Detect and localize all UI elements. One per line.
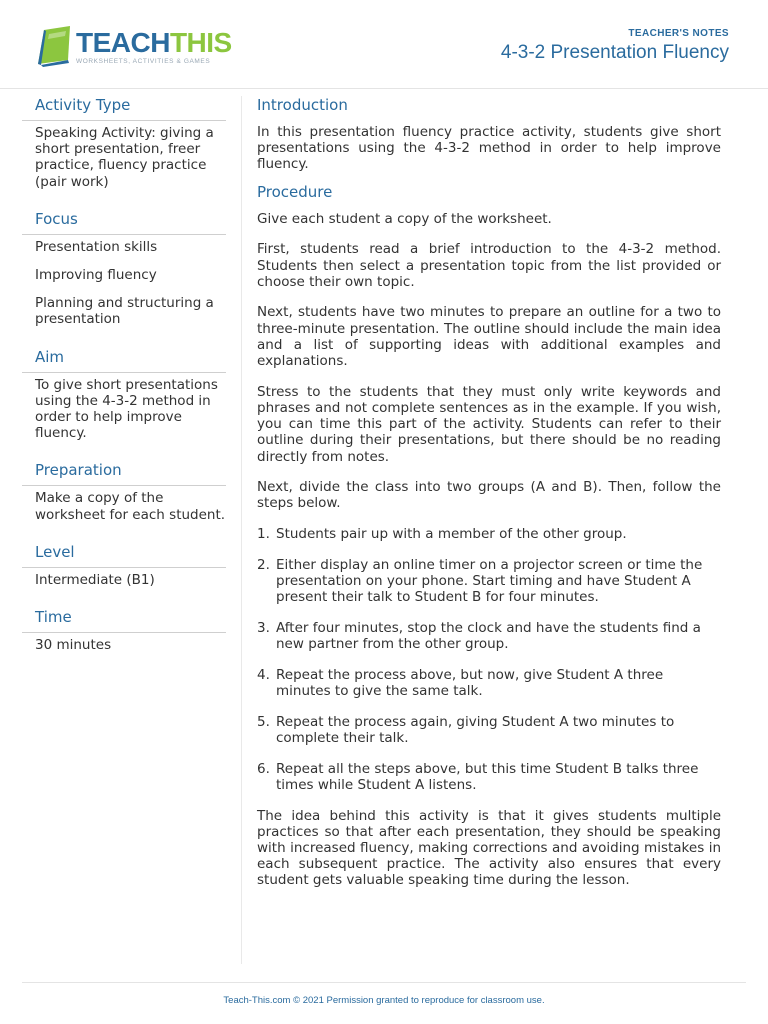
step-number: 6. xyxy=(257,760,270,777)
step-item xyxy=(257,557,721,606)
teachers-notes-label: TEACHER'S NOTES xyxy=(628,28,729,39)
step-item xyxy=(257,620,721,652)
step-item xyxy=(257,714,721,746)
teach-this-logo xyxy=(36,24,236,70)
step-text: Repeat the process again, giving Student A two minutes to complete their talk. xyxy=(276,713,675,746)
column-divider xyxy=(241,96,242,964)
step-number: 3. xyxy=(257,619,270,636)
sidebar-heading: Preparation xyxy=(22,459,226,486)
step-number: 1. xyxy=(257,526,270,543)
sidebar-section-preparation xyxy=(22,459,226,522)
step-number: 4. xyxy=(257,666,270,683)
introduction-text: In this presentation fluency practice activity, students give short presentations using the 4-3-2 method in order to help improve fluency. xyxy=(257,124,721,173)
sidebar-heading: Activity Type xyxy=(22,94,226,121)
sidebar xyxy=(22,94,226,671)
procedure-heading: Procedure xyxy=(257,182,333,201)
sidebar-item: Make a copy of the worksheet for each student. xyxy=(35,490,226,523)
sidebar-item: Intermediate (B1) xyxy=(35,571,155,588)
sidebar-section-level xyxy=(22,541,226,588)
footer-text[interactable]: Teach-This.com © 2021 Permission granted to reproduce for classroom use. xyxy=(223,995,545,1006)
sidebar-heading: Time xyxy=(22,606,226,633)
sidebar-item: Presentation skills xyxy=(35,238,158,255)
step-item xyxy=(257,526,721,542)
logo-wordmark xyxy=(76,26,232,60)
steps-list xyxy=(257,526,721,793)
logo-teach: TEACH xyxy=(76,27,170,58)
sidebar-heading: Aim xyxy=(22,346,226,373)
step-item xyxy=(257,667,721,699)
sidebar-section-aim xyxy=(22,346,226,442)
procedure-paragraph: Next, divide the class into two groups (A and B). Then, follow the steps below. xyxy=(257,479,721,512)
sidebar-section-time xyxy=(22,606,226,653)
main-content xyxy=(257,94,721,903)
step-number: 2. xyxy=(257,556,270,573)
step-item xyxy=(257,761,721,793)
step-text: After four minutes, stop the clock and have the students find a new partner from the other group. xyxy=(276,619,701,653)
step-text: Students pair up with a member of the other group. xyxy=(276,526,627,543)
procedure-paragraph: Give each student a copy of the worksheet. xyxy=(257,210,552,227)
sidebar-item: Improving fluency xyxy=(35,267,157,284)
page-header xyxy=(0,0,768,89)
footer-divider xyxy=(22,982,746,983)
sidebar-heading: Focus xyxy=(22,208,226,235)
sidebar-heading: Level xyxy=(22,541,226,568)
introduction-heading: Introduction xyxy=(257,96,348,114)
closing-paragraph: The idea behind this activity is that it gives students multiple practices so that after each presentation, they should be speaking with increased fluency, making corrections and avoiding mistakes in each subsequent practice. The activity also ensures that every student gets valuable speaking time during the lesson. xyxy=(257,807,721,889)
sidebar-section-focus xyxy=(22,208,226,328)
logo-this: THIS xyxy=(169,27,232,58)
sidebar-item: 30 minutes xyxy=(35,637,112,654)
procedure-paragraph: Stress to the students that they must only write keywords and phrases and not complete sentences as in the example. If you wish, you can time this part of the activity. Students can refer to their outline during their presentations, but there should be no reading directly from notes. xyxy=(257,383,721,465)
procedure-paragraph: First, students read a brief introduction to the 4-3-2 method. Students then select a presentation topic from the list provided or choose their own topic. xyxy=(257,241,721,290)
sidebar-item: To give short presentations using the 4-3-2 method in order to help improve fluency. xyxy=(35,376,218,442)
step-text: Repeat all the steps above, but this time Student B talks three times while Student A listens. xyxy=(276,760,699,793)
step-number: 5. xyxy=(257,713,270,730)
logo-tagline: WORKSHEETS, ACTIVITIES & GAMES xyxy=(76,58,211,65)
step-text: Either display an online timer on a projector screen or time the presentation on your phone. Start timing and have Student A present their talk to Student B for four minutes. xyxy=(276,556,703,606)
book-logo-icon xyxy=(36,24,74,68)
sidebar-section-activity-type xyxy=(22,94,226,190)
document-title: 4-3-2 Presentation Fluency xyxy=(500,42,729,63)
sidebar-item: Speaking Activity: giving a short presentation, freer practice, fluency practice (pair work) xyxy=(35,125,214,190)
step-text: Repeat the process above, but now, give Student A three minutes to give the same talk. xyxy=(276,666,664,700)
sidebar-item: Planning and structuring a presentation xyxy=(35,295,214,328)
procedure-paragraph: Next, students have two minutes to prepare an outline for a two to three-minute presentation. The outline should include the main idea and a list of supporting ideas with additional examples and explanations. xyxy=(257,304,721,370)
